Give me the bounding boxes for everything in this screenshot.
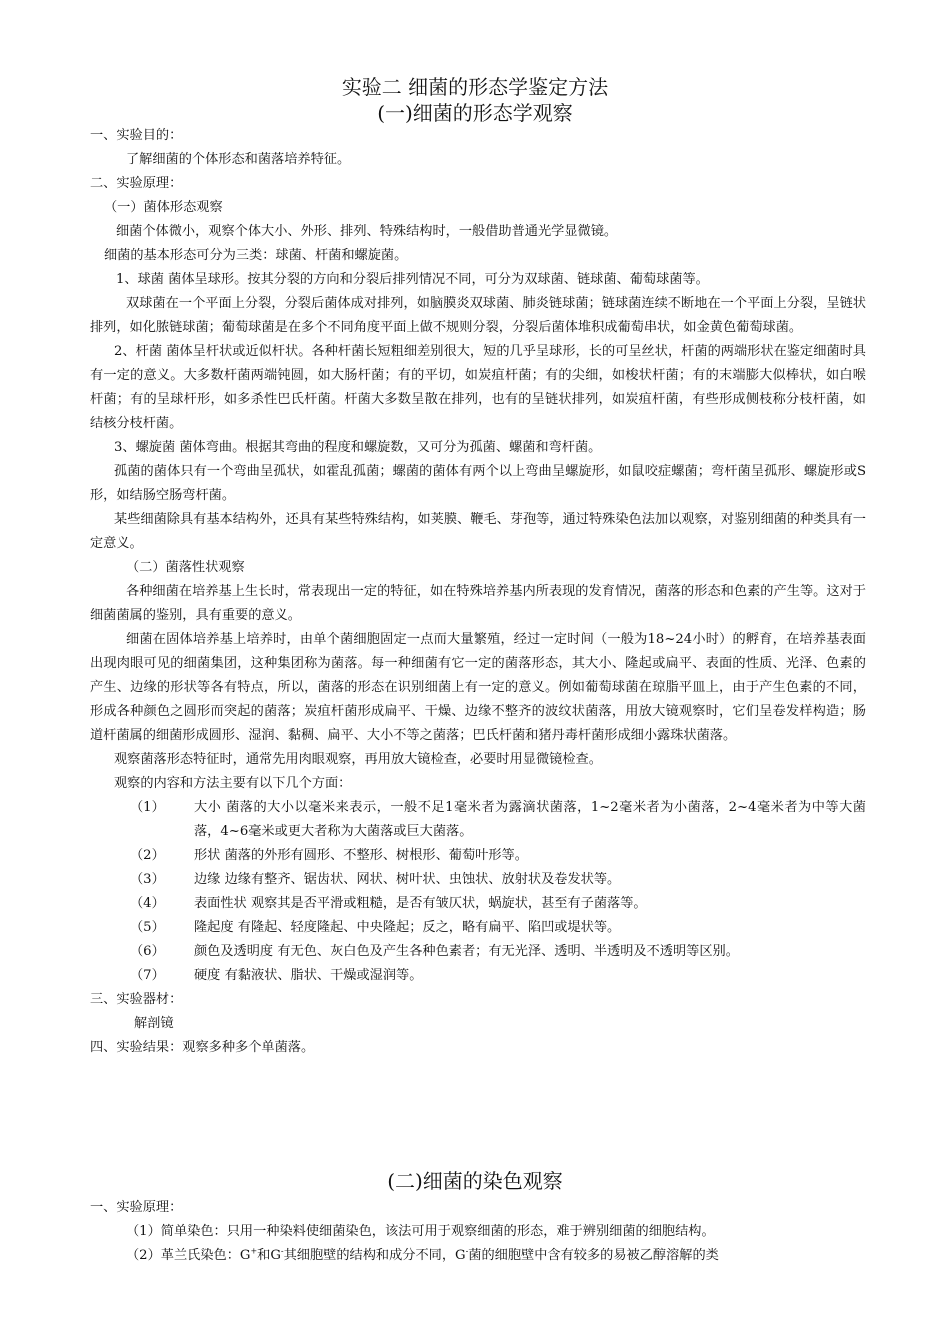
purpose-text: 了解细菌的个体形态和菌落培养特征。: [126, 152, 351, 167]
list-item-text: 大小 菌落的大小以毫米来表示，一般不足1毫米者为露滴状菌落，1~2毫米者为小菌落，2~4毫米者为中等大菌落，4~6毫米或更大者称为大菌落或巨大菌落。: [194, 800, 866, 839]
list-item-text: 表面性状 观察其是否平滑或粗糙，是否有皱仄状，蜗旋状，甚至有子菌落等。: [194, 896, 647, 911]
list-item: [90, 964, 866, 988]
paragraph: 孤菌的菌体只有一个弯曲呈孤状，如霍乱孤菌；螺菌的菌体有两个以上弯曲呈螺旋形，如鼠咬症螺菌；弯杆菌呈孤形、螺旋形或S形，如结肠空肠弯杆菌。: [90, 464, 866, 503]
list-item: [90, 940, 866, 964]
paragraph: 细菌的基本形态可分为三类：球菌、杆菌和螺旋菌。: [104, 248, 408, 263]
paragraph: 细菌在固体培养基上培养时，由单个菌细胞固定一点而大量繁殖，经过一定时间（一般为18~24小时）的孵育，在培养基表面出现肉眼可见的细菌集团，这种集团称为菌落。每一种细菌有它一定的菌落形态，其大小、隆起或扁平、表面的性质、光泽、色素的产生、边缘的形状等各有特点，所以，菌落的形态在识别细菌上有一定的意义。例如葡萄球菌在琼脂平皿上，由于产生色素的不同，形成各种颜色之圆形而突起的菌落；炭疽杆菌形成扁平、干燥、边缘不整齐的波纹状菌落，用放大镜观察时，它们呈卷发样构造；肠道杆菌属的细菌形成圆形、湿润、黏稠、扁平、大小不等之菌落；巴氏杆菌和猪丹毒杆菌形成细小露珠状菌落。: [90, 632, 866, 743]
list-item-text: 形状 菌落的外形有圆形、不整形、树根形、葡萄叶形等。: [194, 848, 528, 863]
materials-text: 解剖镜: [134, 1016, 174, 1031]
text-run: 和G: [257, 1248, 281, 1263]
paragraph: 观察的内容和方法主要有以下几个方面：: [114, 776, 352, 791]
superscript: -: [465, 1246, 469, 1256]
paragraph: 双球菌在一个平面上分裂，分裂后菌体成对排列，如脑膜炎双球菌、肺炎链球菌；链球菌连续不断地在一个平面上分裂，呈链状排列，如化脓链球菌；葡萄球菌是在多个不同角度平面上做不规则分裂，分裂后菌体堆积成葡萄串状，如金黄色葡萄球菌。: [90, 296, 866, 335]
paragraph-simple-stain: （1）简单染色：只用一种染料使细菌染色，该法可用于观察细菌的形态，难于辨别细菌的细胞结构。: [126, 1224, 715, 1239]
principle-label: 二、实验原理：: [90, 176, 183, 191]
list-item-text: 颜色及透明度 有无色、灰白色及产生各种色素者；有无光泽、透明、半透明及不透明等区别。: [194, 944, 739, 959]
list-item-text: 硬度 有黏液状、脂状、干燥或湿润等。: [194, 968, 423, 983]
text-run: 菌的细胞壁中含有较多的易被乙醇溶解的类: [468, 1248, 719, 1263]
section2-body: [90, 1196, 866, 1268]
purpose-label: 一、实验目的：: [90, 128, 183, 143]
paragraph-bacilli: 2、杆菌 菌体呈杆状或近似杆状。各种杆菌长短粗细差别很大，短的几乎呈球形，长的可呈丝状，杆菌的两端形状在鉴定细菌时具有一定的意义。大多数杆菌两端钝圆，如大肠杆菌；有的平切，如炭疽杆菌；有的尖细，如梭状杆菌；有的末端膨大似棒状，如白喉杆菌；有的呈球杆形，如多杀性巴氏杆菌。杆菌大多数呈散在排列，也有的呈链状排列，如炭疽杆菌，有些形成侧枝称分枝杆菌，如结核分枝杆菌。: [90, 344, 866, 431]
text-run: 其细胞壁的结构和成分不同，G: [283, 1248, 466, 1263]
list-item-text: 隆起度 有隆起、轻度隆起、中央隆起；反之，略有扁平、陷凹或堤状等。: [194, 920, 621, 935]
section1-body: [90, 124, 866, 1060]
list-item: [90, 916, 866, 940]
list-item-number: （5）: [130, 920, 165, 935]
document-title: 实验二 细菌的形态学鉴定方法: [341, 75, 609, 99]
paragraph-cocci: 1、球菌 菌体呈球形。按其分裂的方向和分裂后排列情况不同，可分为双球菌、链球菌、葡萄球菌等。: [116, 272, 709, 287]
section1-heading: (一)细菌的形态学观察: [377, 101, 573, 125]
list-item: [90, 892, 866, 916]
text-run: （2）革兰氏染色：G: [126, 1248, 251, 1263]
superscript: -: [280, 1246, 284, 1256]
paragraph: 细菌个体微小，观察个体大小、外形、排列、特殊结构时，一般借助普通光学显微镜。: [116, 224, 618, 239]
list-item-number: （7）: [130, 968, 165, 983]
principle-label: 一、实验原理：: [90, 1200, 183, 1215]
list-item-number: （2）: [130, 848, 165, 863]
paragraph: 某些细菌除具有基本结构外，还具有某些特殊结构，如荚膜、鞭毛、芽孢等，通过特殊染色法加以观察，对鉴别细菌的种类具有一定意义。: [90, 512, 866, 551]
list-item-text: 边缘 边缘有整齐、锯齿状、网状、树叶状、虫蚀状、放射状及卷发状等。: [194, 872, 621, 887]
paragraph: 各种细菌在培养基上生长时，常表现出一定的特征，如在特殊培养基内所表现的发育情况，菌落的形态和色素的产生等。这对于细菌菌属的鉴别，具有重要的意义。: [90, 584, 866, 623]
paragraph-gram-stain: [90, 1244, 866, 1268]
list-item-number: （3）: [130, 872, 165, 887]
paragraph: 观察菌落形态特征时，通常先用肉眼观察，再用放大镜检查，必要时用显微镜检查。: [114, 752, 602, 767]
subsection-colony-traits: （二）菌落性状观察: [126, 560, 245, 575]
list-item: [90, 844, 866, 868]
list-item-number: （4）: [130, 896, 165, 911]
superscript: +: [250, 1246, 258, 1256]
list-item-number: （6）: [130, 944, 165, 959]
materials-label: 三、实验器材：: [90, 992, 183, 1007]
list-item-number: （1）: [130, 800, 165, 815]
section2-heading: (二)细菌的染色观察: [387, 1169, 563, 1193]
subsection-cell-morphology: （一）菌体形态观察: [104, 200, 223, 215]
list-item: [90, 868, 866, 892]
results-label: 四、实验结果：观察多种多个单菌落。: [90, 1040, 315, 1055]
list-item: [90, 796, 866, 844]
paragraph-spirilla: 3、螺旋菌 菌体弯曲。根据其弯曲的程度和螺旋数，又可分为孤菌、螺菌和弯杆菌。: [114, 440, 602, 455]
